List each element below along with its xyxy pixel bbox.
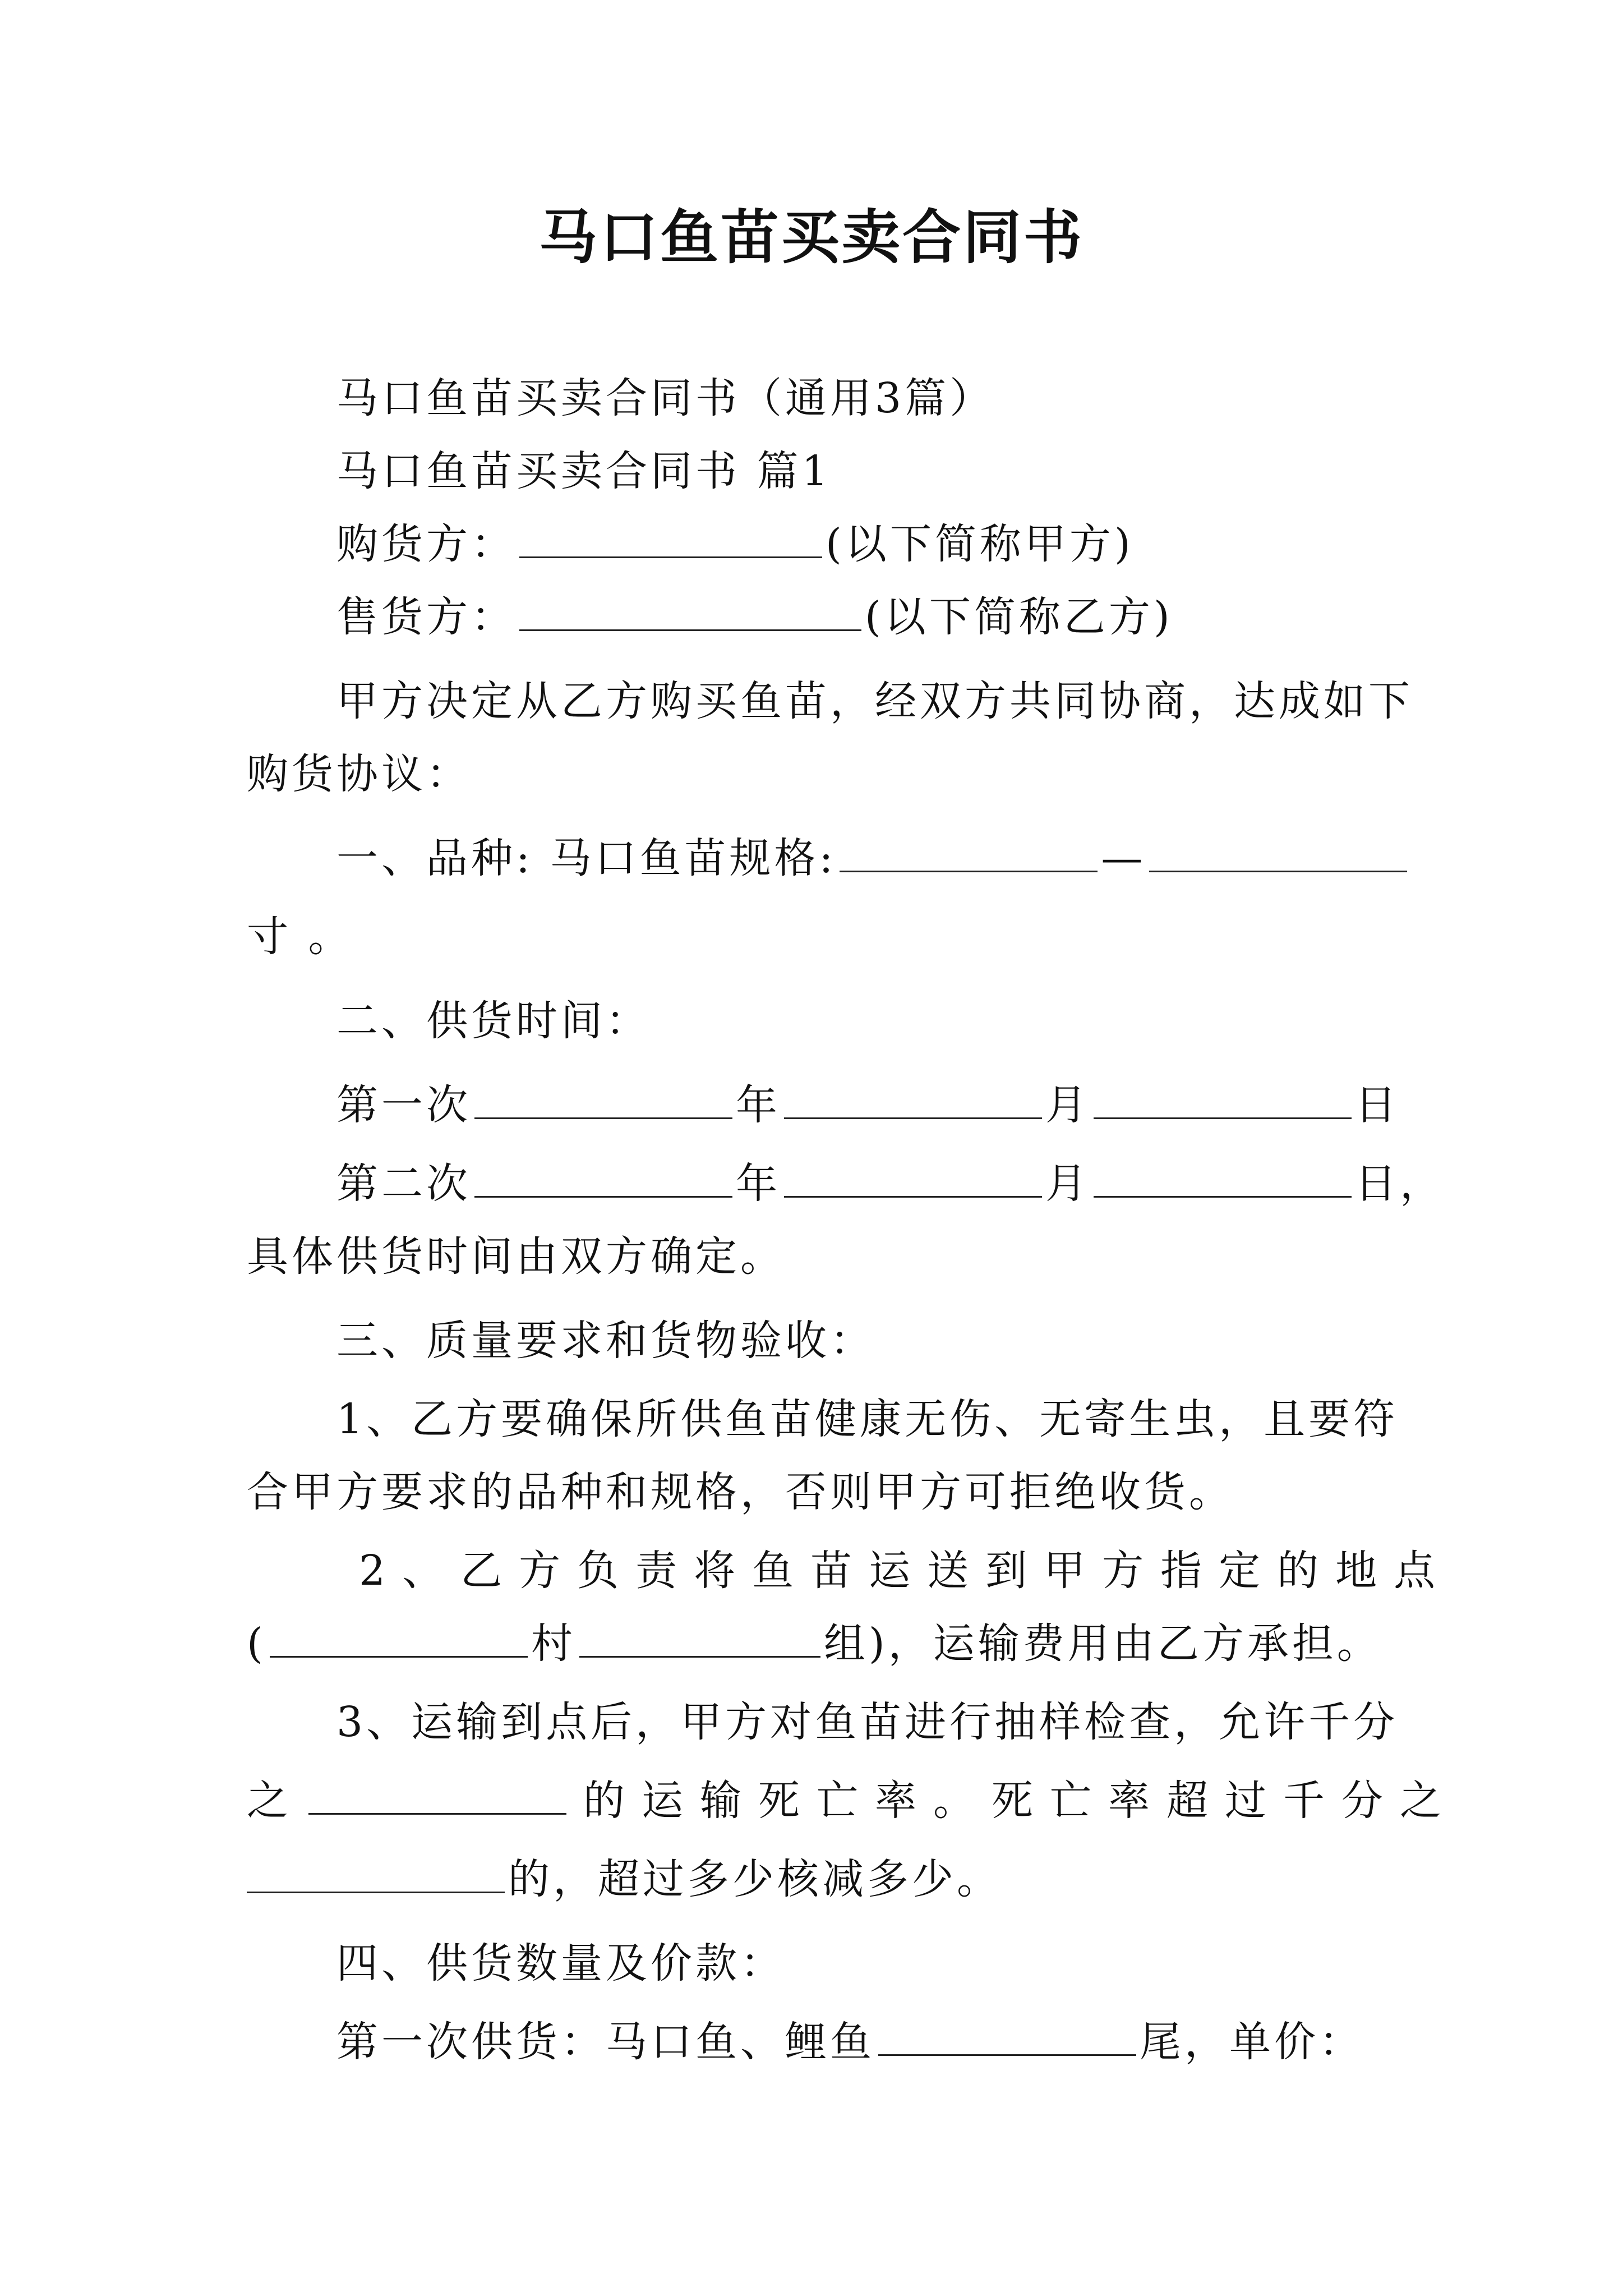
first-year-label: 年: [736, 1081, 781, 1129]
buyer-line: [336, 516, 1134, 572]
supply1-prefix: 第一次供货：马口鱼、鲤鱼: [336, 2018, 875, 2066]
second-time-label: 第二次: [336, 1159, 471, 1208]
quality-clause-1-line-2: 合甲方要求的品种和规格，否则甲方可拒绝收货。: [247, 1468, 1234, 1516]
quality-clause-2-line-1: 2、乙方负责将鱼苗运送到甲方指定的地点: [359, 1547, 1453, 1595]
mortality-threshold-blank[interactable]: [247, 1852, 505, 1893]
item1-prefix: 一、品种: 马口鱼苗规格:: [336, 834, 837, 882]
buyer-label: 购货方：: [336, 520, 516, 568]
quality-clause-3-line-1: 3、运输到点后，甲方对鱼苗进行抽样检查，允许千分: [336, 1698, 1399, 1746]
first-supply-quantity-line: [336, 2014, 1364, 2070]
second-month-label: 月: [1045, 1159, 1090, 1208]
buyer-blank[interactable]: [519, 517, 822, 558]
quality-clause-2-line-2: [247, 1616, 1382, 1672]
seller-label: 售货方：: [336, 593, 516, 641]
seller-suffix: (以下简称乙方): [865, 593, 1173, 641]
q3-end: 的，超过多少核减多少。: [508, 1855, 1002, 1903]
second-month-blank[interactable]: [784, 1157, 1042, 1198]
q3-mid: 的运输死亡率。死亡率超过千分之: [583, 1777, 1458, 1825]
first-year-blank[interactable]: [474, 1078, 732, 1119]
item1-unit: 寸 。: [247, 913, 353, 961]
first-day-blank[interactable]: [1094, 1078, 1352, 1119]
second-year-blank[interactable]: [474, 1157, 732, 1198]
item1-line: [336, 830, 1410, 886]
section-heading: 马口鱼苗买卖合同书 篇1: [336, 447, 832, 495]
intro-line-2: 购货协议：: [247, 750, 471, 798]
time-note: 具体供货时间由双方确定。: [247, 1232, 785, 1281]
second-year-label: 年: [736, 1159, 781, 1208]
second-day-label: 日，: [1355, 1159, 1445, 1208]
item2-heading: 二、供货时间：: [336, 997, 651, 1045]
item3-heading: 三、质量要求和货物验收：: [336, 1317, 875, 1365]
first-month-label: 月: [1045, 1081, 1090, 1129]
allowed-mortality-blank[interactable]: [308, 1774, 566, 1815]
seller-line: [336, 589, 1173, 645]
village-blank[interactable]: [270, 1617, 528, 1658]
first-supply-time-line: [336, 1077, 1400, 1133]
seller-blank[interactable]: [519, 590, 861, 631]
size-max-blank[interactable]: [1149, 831, 1407, 872]
item1-dash: —: [1101, 834, 1146, 882]
q2-open-paren: (: [247, 1619, 266, 1668]
quantity-blank[interactable]: [878, 2015, 1136, 2056]
supply1-suffix: 尾，单价：: [1140, 2018, 1364, 2066]
q3-prefix: 之: [247, 1777, 292, 1825]
size-min-blank[interactable]: [840, 831, 1098, 872]
quality-clause-3-line-3: [247, 1851, 1002, 1907]
first-time-label: 第一次: [336, 1081, 471, 1129]
first-day-label: 日: [1355, 1081, 1400, 1129]
buyer-suffix: (以下简称甲方): [826, 520, 1134, 568]
q2-group-end: 组)，运输费用由乙方承担。: [823, 1619, 1382, 1668]
quality-clause-3-line-2: [247, 1773, 1458, 1829]
quality-clause-1-line-1: 1、乙方要确保所供鱼苗健康无伤、无寄生虫，且要符: [336, 1395, 1399, 1443]
first-month-blank[interactable]: [784, 1078, 1042, 1119]
document-title: 马口鱼苗买卖合同书: [538, 203, 1084, 272]
second-day-blank[interactable]: [1094, 1157, 1352, 1198]
second-supply-time-line: [336, 1156, 1445, 1212]
intro-line-1: 甲方决定从乙方购买鱼苗，经双方共同协商，达成如下: [336, 677, 1413, 725]
group-blank[interactable]: [579, 1617, 820, 1658]
item4-heading: 四、供货数量及价款：: [336, 1939, 785, 1987]
q2-village: 村: [531, 1619, 576, 1668]
subtitle: 马口鱼苗买卖合同书（通用3篇）: [336, 374, 995, 422]
